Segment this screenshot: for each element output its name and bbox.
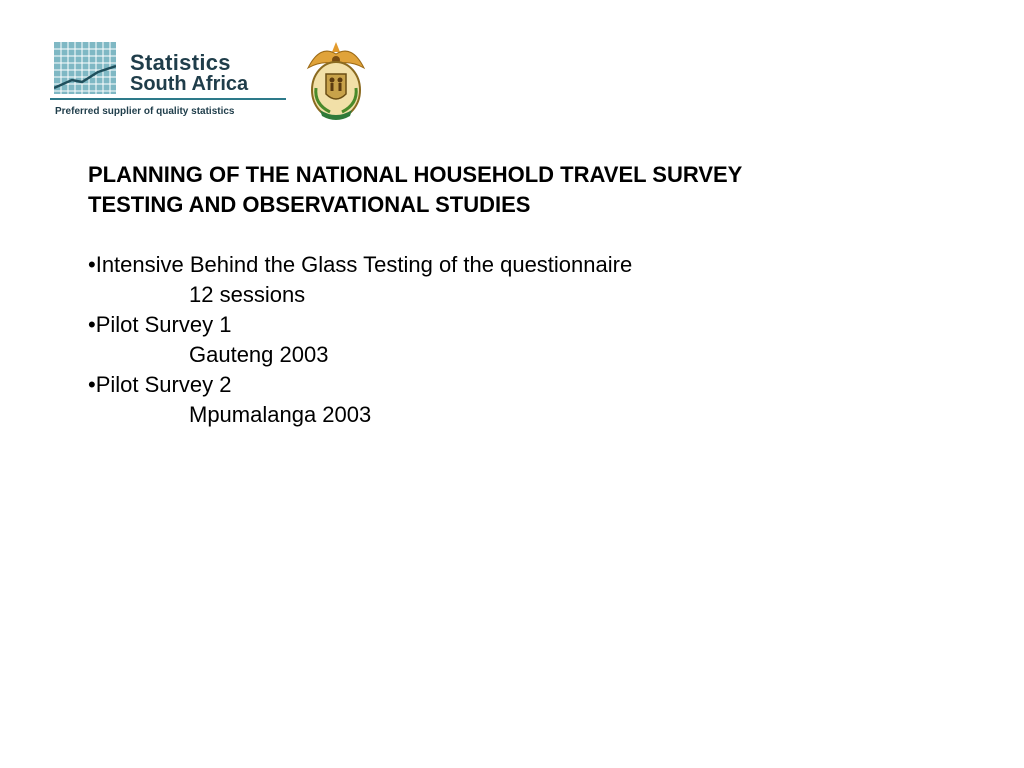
study-list (88, 250, 968, 430)
list-item (88, 310, 968, 370)
logo-subtitle: South Africa (130, 73, 249, 95)
logo-title: Statistics (130, 50, 231, 75)
stats-sa-logo (50, 40, 290, 124)
list-item-label: •Pilot Survey 2 (88, 372, 232, 397)
list-item-detail: 12 sessions (189, 282, 306, 307)
list-item (88, 250, 968, 310)
slide-heading (88, 160, 968, 220)
list-item-label: •Intensive Behind the Glass Testing of the questionnaire (88, 252, 633, 277)
logo-tagline: Preferred supplier of quality statistics (55, 106, 235, 117)
list-item (88, 370, 968, 430)
list-item-label: •Pilot Survey 1 (88, 312, 232, 337)
list-item-detail: Mpumalanga 2003 (189, 402, 372, 427)
chart-grid-icon (54, 42, 116, 94)
heading-line-2: TESTING AND OBSERVATIONAL STUDIES (88, 192, 531, 217)
coat-of-arms-icon (300, 38, 372, 122)
heading-line-1: PLANNING OF THE NATIONAL HOUSEHOLD TRAVEL SURVEY (88, 162, 743, 187)
list-item-detail: Gauteng 2003 (189, 342, 329, 367)
logo-divider (50, 98, 286, 100)
slide-content (88, 160, 968, 430)
